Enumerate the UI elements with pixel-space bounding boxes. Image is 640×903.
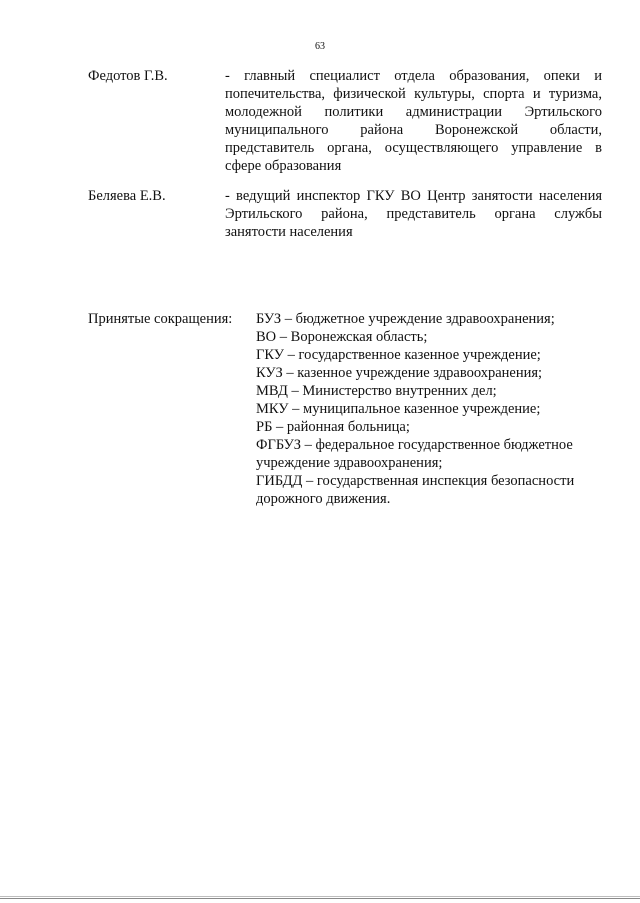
footer-divider <box>0 898 640 899</box>
abbreviation-item: ФГБУЗ – федеральное государственное бюджетное учреждение здравоохранения; <box>256 437 573 471</box>
footer-divider <box>0 896 640 897</box>
member-role: - ведущий инспектор ГКУ ВО Центр занятости населения Эртильского района, представитель органа службы занятости населения <box>225 188 602 240</box>
member-name: Беляева Е.В. <box>88 188 166 204</box>
abbreviation-item: ГИБДД – государственная инспекция безопасности дорожного движения. <box>256 473 575 507</box>
abbreviation-item: РБ – районная больница; <box>256 419 410 435</box>
abbreviation-item: МКУ – муниципальное казенное учреждение; <box>256 401 541 417</box>
member-name: Федотов Г.В. <box>88 68 168 84</box>
abbreviation-item: ГКУ – государственное казенное учреждение; <box>256 347 541 363</box>
member-role: - главный специалист отдела образования, опеки и попечительства, физической культуры, спорта и туризма, молодежной политики администрации Эртильского муниципального района Воронежской области, представитель органа, осуществляющего управление в сфере образования <box>225 68 602 174</box>
abbreviations-list <box>256 310 606 508</box>
abbreviation-item: МВД – Министерство внутренних дел; <box>256 383 497 399</box>
abbreviation-item: КУЗ – казенное учреждение здравоохранения; <box>256 365 543 381</box>
page-number: 63 <box>315 41 325 52</box>
abbreviation-item: ВО – Воронежская область; <box>256 329 428 345</box>
abbreviation-item: БУЗ – бюджетное учреждение здравоохранения; <box>256 311 555 327</box>
abbreviations-label: Принятые сокращения: <box>88 311 233 327</box>
